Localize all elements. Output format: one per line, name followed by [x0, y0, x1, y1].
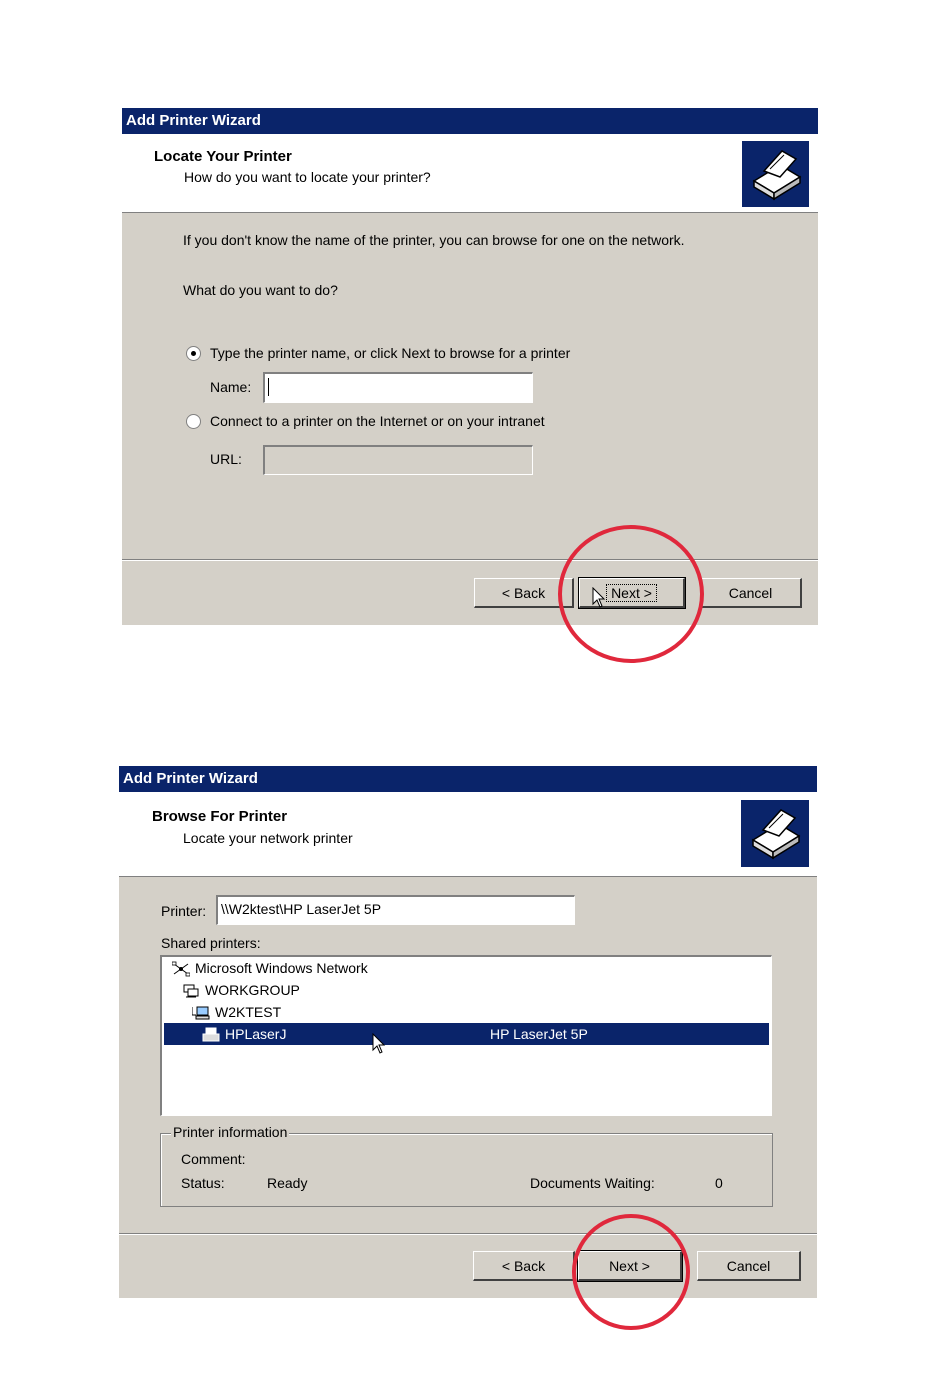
printer-information-group	[160, 1124, 773, 1207]
page-title: Locate Your Printer	[154, 148, 292, 165]
text-caret	[268, 378, 269, 396]
page-title: Browse For Printer	[152, 808, 288, 825]
window-title[interactable]: Add Printer Wizard	[122, 108, 818, 134]
tree-node-workgroup-label: WORKGROUP	[205, 982, 300, 998]
tree-node-workgroup[interactable]	[182, 979, 300, 1001]
tree-node-server-label: W2KTEST	[215, 1004, 282, 1020]
printer-information-legend: Printer information	[173, 1124, 288, 1140]
page-subtitle: Locate your network printer	[183, 830, 353, 846]
shared-printers-label: Shared printers:	[161, 935, 261, 951]
back-button[interactable]: < Back	[473, 1251, 575, 1281]
url-label: URL:	[210, 451, 242, 467]
next-button[interactable]: Next >	[578, 1251, 682, 1281]
status-label: Status:	[181, 1175, 225, 1191]
tree-node-network[interactable]	[172, 957, 368, 979]
footer-divider	[122, 559, 818, 561]
tree-node-printer	[202, 1023, 286, 1045]
status-value: Ready	[267, 1175, 308, 1191]
connect-url-radio[interactable]	[186, 414, 201, 429]
tree-node-printer-description: HP LaserJet 5P	[490, 1026, 588, 1042]
tree-node-network-label: Microsoft Windows Network	[195, 960, 368, 976]
comment-label: Comment:	[181, 1151, 246, 1167]
printer-wizard-icon	[741, 800, 809, 867]
printer-label: Printer:	[161, 903, 207, 919]
network-icon	[172, 961, 190, 977]
tree-node-server[interactable]	[192, 1001, 281, 1023]
documents-waiting-label: Documents Waiting:	[530, 1175, 655, 1191]
name-label: Name:	[210, 379, 252, 395]
type-name-radio[interactable]	[186, 346, 201, 361]
name-input[interactable]	[263, 372, 533, 403]
tree-node-printer-label: HPLaserJ	[225, 1026, 287, 1042]
computer-icon	[192, 1005, 210, 1021]
documents-waiting-value: 0	[715, 1175, 723, 1191]
printer-icon	[202, 1027, 220, 1043]
type-name-option-label[interactable]: Type the printer name, or click Next to browse for a printer	[210, 345, 571, 361]
cancel-button[interactable]: Cancel	[700, 578, 802, 608]
back-button[interactable]: < Back	[474, 578, 574, 608]
window-title[interactable]: Add Printer Wizard	[119, 766, 817, 792]
question-text: What do you want to do?	[183, 282, 338, 298]
tree-node-printer-selected[interactable]	[164, 1023, 769, 1045]
printer-wizard-icon	[742, 141, 809, 207]
wizard-header	[119, 792, 817, 877]
add-printer-wizard-browse	[119, 766, 817, 1298]
next-button-label: Next >	[606, 584, 657, 602]
wizard-header	[122, 134, 818, 213]
page-subtitle: How do you want to locate your printer?	[184, 169, 431, 185]
printer-path-input[interactable]: \\W2ktest\HP LaserJet 5P	[216, 895, 575, 925]
workgroup-icon	[182, 983, 200, 999]
cancel-button[interactable]: Cancel	[697, 1251, 801, 1281]
connect-url-option-label[interactable]: Connect to a printer on the Internet or on your intranet	[210, 413, 545, 429]
url-input[interactable]	[263, 445, 533, 475]
next-button[interactable]	[579, 578, 685, 608]
footer-divider	[119, 1233, 817, 1235]
intro-text: If you don't know the name of the printer, you can browse for one on the network.	[183, 232, 685, 248]
add-printer-wizard-locate	[122, 108, 818, 625]
shared-printers-tree[interactable]	[160, 955, 772, 1116]
